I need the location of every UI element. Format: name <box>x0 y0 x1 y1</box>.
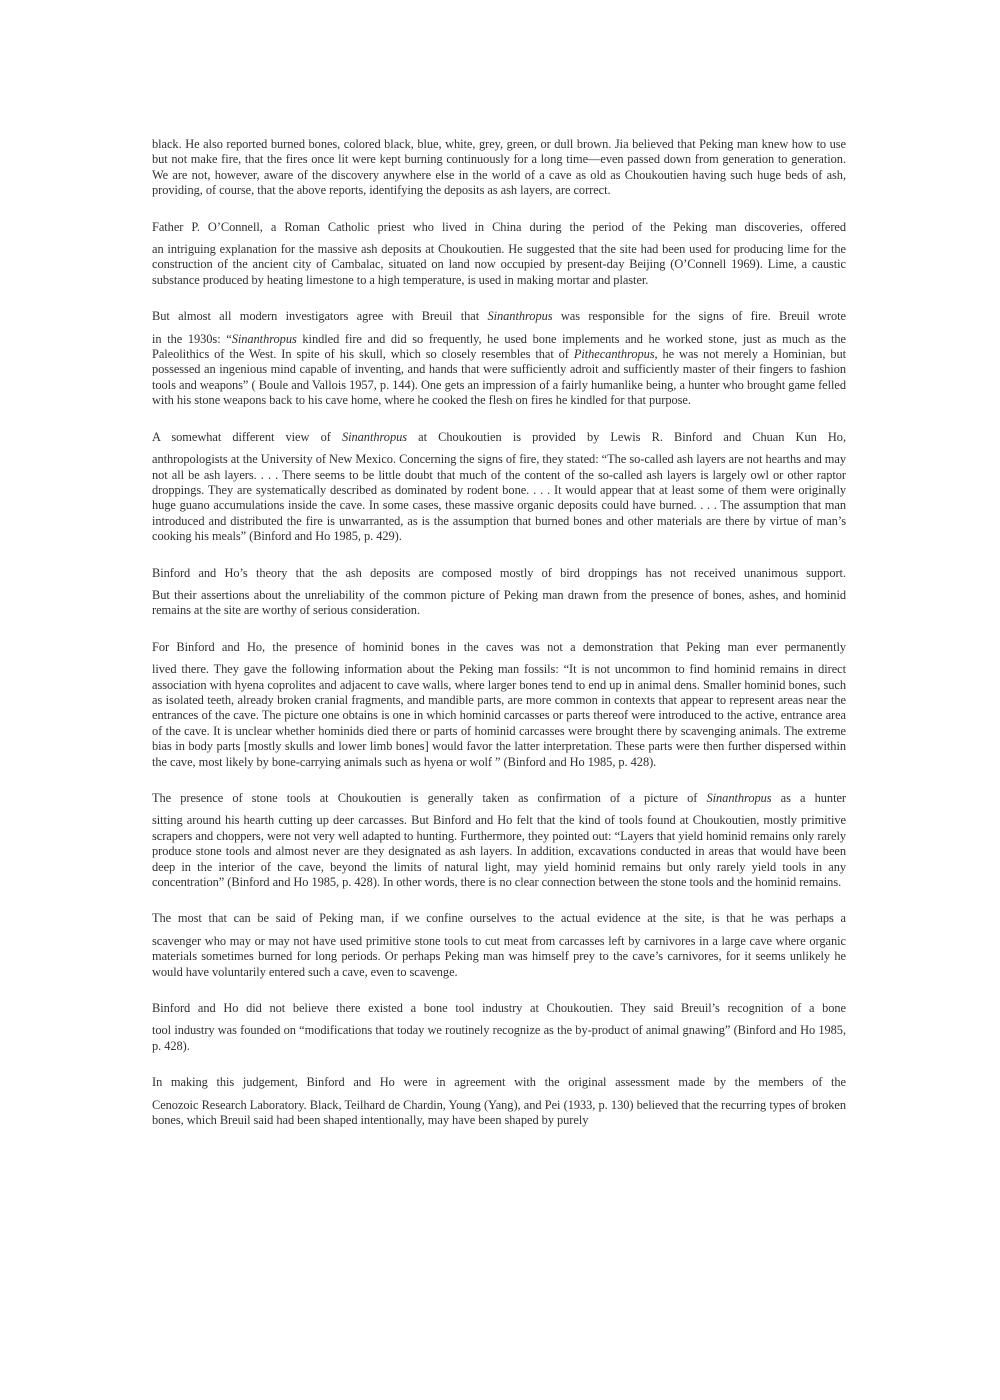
first-line-text: was responsible for the signs of fire. Breuil wrote <box>552 309 846 324</box>
body-text: lived there. They gave the following information about the Peking man fossils: “It is not uncommon to find hominid remains in direct association with hyena coprolites and adjacent to cave walls, where larger bones tend to end up in animal dens. Smaller hominid bones, such as isolated teeth, already broken cranial fragments, and mandible parts, are more common in contexts that appear to represent areas near the entrances of the cave. The picture one obtains is one in which hominid carcasses or parts thereof were introduced to the active, entrance area of the cave. It is unclear whether hominids died there or parts of hominid carcasses were brought there by scavenging animals. The extreme bias in body parts [mostly skulls and lower limb bones] would favor the latter interpretation. These parts were then further dispersed within the cave, most likely by bone-carrying animals such as hyena or wolf ” (Binford and Ho 1985, p. 428). <box>152 662 846 769</box>
paragraph-7 <box>152 791 846 890</box>
paragraph-first-line <box>152 791 846 806</box>
paragraph-9 <box>152 1001 846 1054</box>
text-block <box>152 137 846 1129</box>
body-text: an intriguing explanation for the massive ash deposits at Choukoutien. He suggested that the site had been used for producing lime for the construction of the ancient city of Cambalac, situated on land now occupied by present-day Beijing (O’Connell 1969). Lime, a caustic substance produced by heating limestone to a high temperature, is used in making mortar and plaster. <box>152 242 846 287</box>
first-line-text: Binford and Ho did not believe there existed a bone tool industry at Choukoutien. They said Breuil’s recognition of a bone <box>152 1001 846 1016</box>
first-line-text: But almost all modern investigators agree with Breuil that <box>152 309 488 324</box>
first-line-text: Binford and Ho’s theory that the ash deposits are composed mostly of bird droppings has not received unanimous support. <box>152 565 846 580</box>
first-line-text: The presence of stone tools at Choukoutien is generally taken as confirmation of a picture of <box>152 791 707 805</box>
italic-term-sinanthropus: Sinanthropus <box>706 791 772 805</box>
italic-term-sinanthropus: Sinanthropus <box>231 331 297 346</box>
body-text: kindled fire and did so frequently, he used bone implements and he worked stone, just as much as the Paleolithics of the West. In spite of his skull, which so closely resembles that of <box>152 331 846 362</box>
paragraph-8 <box>152 911 846 980</box>
body-text: But their assertions about the unreliability of the common picture of Peking man drawn from the presence of bones, ashes, and hominid remains at the site are worthy of serious consideration. <box>152 587 846 618</box>
first-line-text: For Binford and Ho, the presence of hominid bones in the caves was not a demonstration that Peking man ever permanently <box>152 639 846 654</box>
paragraph-body <box>152 332 846 409</box>
first-line-text: at Choukoutien is provided by Lewis R. Binford and Chuan Kun Ho, <box>407 429 846 444</box>
paragraph-body <box>152 813 846 890</box>
paragraph-body <box>152 1023 846 1054</box>
paragraph-body <box>152 137 846 199</box>
paragraph-first-line <box>152 566 846 581</box>
body-text: black. He also reported burned bones, colored black, blue, white, grey, green, or dull brown. Jia believed that Peking man knew how to use but not make fire, that the fires once lit were kept burning continuously for a long time—even passed down from generation to generation. We are not, however, aware of the discovery anywhere else in the world of a cave as old as Choukoutien having such huge beds of ash, providing, of course, that the above reports, identifying the deposits as ash layers, are correct. <box>152 137 846 198</box>
first-line-text: The most that can be said of Peking man, if we confine ourselves to the actual evidence at the site, is that he was perhaps a <box>152 911 846 926</box>
body-text: in the 1930s: “ <box>152 331 232 346</box>
first-line-text: as a hunter <box>771 791 846 805</box>
body-text: scavenger who may or may not have used primitive stone tools to cut meat from carcasses left by carnivores in a large cave where organic materials sometimes burned for long periods. Or perhaps Peking man was himself prey to the cave’s carnivores, for it seems unlikely he would have voluntarily entered such a cave, even to scavenge. <box>152 933 846 979</box>
paragraph-3 <box>152 309 846 408</box>
paragraph-5 <box>152 566 846 619</box>
paragraph-10 <box>152 1075 846 1128</box>
paragraph-first-line <box>152 1001 846 1016</box>
paragraph-first-line <box>152 430 846 445</box>
paragraph-first-line <box>152 911 846 926</box>
paragraph-2 <box>152 220 846 289</box>
italic-term-sinanthropus: Sinanthropus <box>341 429 408 444</box>
paragraph-6 <box>152 640 846 770</box>
paragraph-body <box>152 452 846 544</box>
paragraph-body <box>152 662 846 770</box>
body-text: sitting around his hearth cutting up deer carcasses. But Binford and Ho felt that the kind of tools found at Choukoutien, mostly primitive scrapers and choppers, were not very well adapted to hunting. Furthermore, they pointed out: “Layers that yield hominid remains only rarely produce stone tools and almost never are they designated as ash layers. In addition, excavations conducted in areas that would have been deep in the interior of the cave, beyond the limits of natural light, may yield hominid remains but only rarely yield tools in any concentration” (Binford and Ho 1985, p. 428). In other words, there is no clear connection between the stone tools and the hominid remains. <box>152 813 846 890</box>
paragraph-body <box>152 588 846 619</box>
paragraph-body <box>152 242 846 288</box>
paragraph-1 <box>152 137 846 199</box>
paragraph-body <box>152 934 846 980</box>
italic-term-pithecanthropus: Pithecanthropus <box>573 347 655 362</box>
first-line-text: In making this judgement, Binford and Ho were in agreement with the original assessment made by the members of the <box>152 1075 846 1090</box>
body-text: , he was not merely a Hominian, but possessed an ingenious mind capable of inventing, and hands that were sufficiently adroit and sufficiently master of their fingers to fashion tools and weapons” ( Boule and Vallois 1957, p. 144). One gets an impression of a fairly humanlike being, a hunter who brought game felled with his stone weapons back to his cave home, where he cooked the flesh on fires he kindled for that purpose. <box>152 347 847 408</box>
paragraph-body <box>152 1098 846 1129</box>
body-text: anthropologists at the University of New Mexico. Concerning the signs of fire, they stated: “The so-called ash layers are not hearths and may not all be ash layers. . . . There seems to be little doubt that much of the content of the so-called ash layers is largely owl or other raptor droppings. They are systematically described as dominated by rodent bone. . . . It would appear that at least some of them were originally huge guano accumulations inside the cave. In some cases, these massive organic deposits could have burned. . . . The assumption that man introduced and distributed the fire is unwarranted, as is the assumption that burned bones and other materials are there by virtue of man’s cooking his meals” (Binford and Ho 1985, p. 429). <box>152 452 846 544</box>
paragraph-4 <box>152 430 846 545</box>
first-line-text: A somewhat different view of <box>152 429 342 444</box>
body-text: Cenozoic Research Laboratory. Black, Teilhard de Chardin, Young (Yang), and Pei (1933, p. 130) believed that the recurring types of broken bones, which Breuil said had been shaped intentionally, may have been shaped by purely <box>152 1097 846 1128</box>
paragraph-first-line <box>152 640 846 655</box>
body-text: tool industry was founded on “modifications that today we routinely recognize as the by-product of animal gnawing” (Binford and Ho 1985, p. 428). <box>152 1023 846 1053</box>
paragraph-first-line <box>152 220 846 235</box>
italic-term-sinanthropus: Sinanthropus <box>487 309 553 324</box>
paragraph-first-line <box>152 309 846 324</box>
paragraph-first-line <box>152 1075 846 1090</box>
first-line-text: Father P. O’Connell, a Roman Catholic priest who lived in China during the period of the Peking man discoveries, offered <box>152 219 846 234</box>
